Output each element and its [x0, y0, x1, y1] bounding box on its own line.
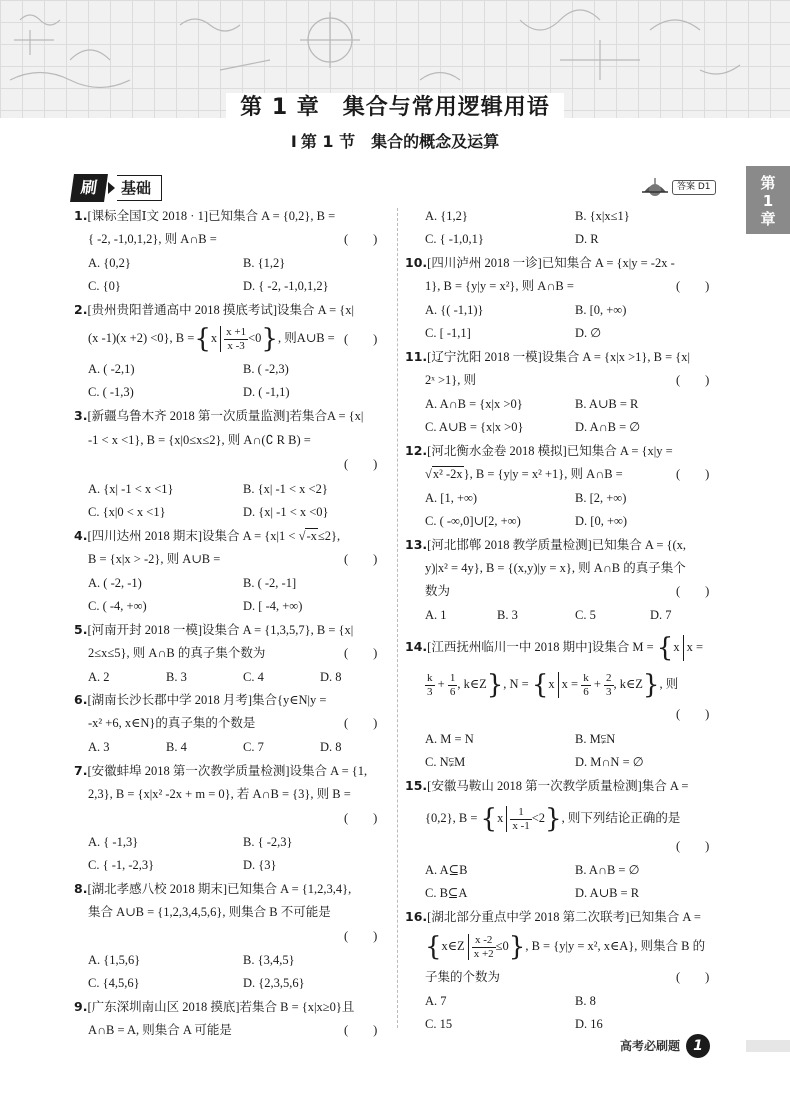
option: C. { -1,0,1} [425, 232, 484, 246]
question-15-line2: {0,2}, B = {x $\frac{1}{x -1}$ <2}, 则下列结论正确的是 [425, 804, 681, 834]
option: B. 8 [575, 994, 596, 1008]
footer-text: 高考必刷题 [620, 1039, 681, 1053]
answer-paren: ( ) [344, 552, 378, 566]
option: A. {1,2} [425, 209, 468, 223]
chapter-title: 第 1 章 集合与常用逻辑用语 [0, 97, 790, 119]
page-footer [620, 1034, 710, 1058]
option: A. [1, +∞) [425, 491, 478, 505]
option: D. 16 [575, 1017, 603, 1031]
question-10: 10.[四川泸州 2018 一诊]已知集合 A = {x|y = -2x - [405, 255, 675, 270]
option: C. {x|0 < x <1} [88, 505, 166, 519]
footer-bar [746, 1040, 790, 1052]
option: C. { -1, -2,3} [88, 858, 155, 872]
option: C. 15 [425, 1017, 453, 1031]
option: B. A∪B = R [575, 397, 639, 411]
option: C. 7 [243, 740, 264, 754]
question-4-line2: B = {x|x > -2}, 则 A∪B = [88, 552, 221, 566]
option: D. [0, +∞) [575, 514, 628, 528]
option: D. A∩B = ∅ [575, 420, 641, 434]
question-3: 3.[新疆乌鲁木齐 2018 第一次质量监测]若集合A = {x| [74, 408, 364, 423]
section-badge [72, 174, 162, 202]
brush-badge: 刷 [70, 174, 108, 202]
question-14: 14.[江西抚州临川一中 2018 期中]设集合 M = {x x = [405, 633, 704, 663]
answer-paren: ( ) [344, 811, 378, 825]
option: B. {3,4,5} [243, 953, 295, 967]
option: A. 3 [88, 740, 110, 754]
question-7-line2: 2,3}, B = {x|x² -2x + m = 0}, 若 A∩B = {3}, 则 B = [88, 787, 351, 801]
option: C. {4,5,6} [88, 976, 140, 990]
question-8: 8.[湖北孝感八校 2018 期末]已知集合 A = {1,2,3,4}, [74, 881, 352, 896]
option: D. {2,3,5,6} [243, 976, 305, 990]
option: A. A∩B = {x|x >0} [425, 397, 523, 411]
option: B. 4 [166, 740, 187, 754]
option: C. B⊆A [425, 886, 468, 900]
question-16-line3: 子集的个数为 [425, 970, 501, 984]
option: A. ( -2,1) [88, 362, 135, 376]
answer-tag: 答案 D1 [640, 176, 716, 198]
answer-paren: ( ) [344, 646, 378, 660]
option: A. 2 [88, 670, 110, 684]
answer-paren: ( ) [676, 707, 710, 721]
mascot-icon [640, 176, 670, 198]
option: A. { -1,3} [88, 835, 139, 849]
question-1-line2: { -2, -1,0,1,2}, 则 A∩B = [88, 232, 217, 246]
option: B. [2, +∞) [575, 491, 627, 505]
option: A. {1,5,6} [88, 953, 141, 967]
question-13: 13.[河北邯郸 2018 教学质量检测]已知集合 A = {(x, [405, 537, 687, 552]
question-11-line2: 2ˣ >1}, 则 [425, 373, 477, 387]
option: D. 7 [650, 608, 672, 622]
answer-paren: ( ) [344, 332, 378, 346]
question-5: 5.[河南开封 2018 一模]设集合 A = {1,3,5,7}, B = {x| [74, 622, 354, 637]
option: A. ( -2, -1) [88, 576, 142, 590]
option: D. ( -1,1) [243, 385, 290, 399]
option: B. ( -2,3) [243, 362, 289, 376]
section-bracket-icon: I [290, 132, 297, 151]
question-13-line3: 数为 [425, 584, 451, 598]
question-16: 16.[湖北部分重点中学 2018 第二次联考]已知集合 A = [405, 909, 701, 924]
answer-paren: ( ) [344, 716, 378, 730]
question-5-line2: 2≤x≤5}, 则 A∩B 的真子集个数为 [88, 646, 266, 660]
question-3-line2: -1 < x <1}, B = {x|0≤x≤2}, 则 A∩(∁ R B) = [88, 433, 311, 447]
option: B. 3 [497, 608, 518, 622]
question-10-line2: 1}, B = {y|y = x²}, 则 A∩B = [425, 279, 574, 293]
option: D. { -2, -1,0,1,2} [243, 279, 329, 293]
answer-paren: ( ) [344, 232, 378, 246]
question-2: 2.[贵州贵阳普通高中 2018 摸底考试]设集合 A = {x| [74, 302, 355, 317]
answer-paren: ( ) [676, 970, 710, 984]
option: B. { -2,3} [243, 835, 293, 849]
question-16-line2: {x∈Z $\frac{x -2}{x +2}$ ≤0}, B = {y|y = x², x∈A}, 则集合 B 的 [425, 932, 706, 962]
option: A. 1 [425, 608, 447, 622]
question-6: 6.[湖南长沙长郡中学 2018 月考]集合{y∈N|y = [74, 692, 327, 707]
option: B. M⫋N [575, 732, 616, 746]
page-number: 1 [686, 1034, 710, 1058]
question-7: 7.[安徽蚌埠 2018 第一次教学质量检测]设集合 A = {1, [74, 763, 368, 778]
answer-paren: ( ) [676, 279, 710, 293]
section-title: I 第 1 节 集合的概念及运算 [290, 132, 500, 151]
option: D. 8 [320, 670, 342, 684]
question-1: 1.[课标全国Ⅰ文 2018 · 1]已知集合 A = {0,2}, B = [74, 208, 336, 223]
option: C. N⫋M [425, 755, 466, 769]
question-2-line2: (x -1)(x +2) <0}, B ={x $\frac{x +1}{x -3}$ <0}, 则A∪B = [88, 324, 335, 354]
column-divider [397, 208, 398, 1028]
option: D. ∅ [575, 326, 602, 340]
option: A. {x| -1 < x <1} [88, 482, 174, 496]
option: B. {x| -1 < x <2} [243, 482, 328, 496]
option: A. A⊆B [425, 863, 468, 877]
option: B. ( -2, -1] [243, 576, 297, 590]
option: B. 3 [166, 670, 187, 684]
option: B. {x|x≤1} [575, 209, 630, 223]
question-15: 15.[安徽马鞍山 2018 第一次教学质量检测]集合 A = [405, 778, 689, 793]
answer-paren: ( ) [344, 1023, 378, 1037]
option: C. 5 [575, 608, 596, 622]
question-13-line2: y)|x² = 4y}, B = {(x,y)|y = x}, 则 A∩B 的真子集个 [425, 561, 686, 575]
option: C. A∪B = {x|x >0} [425, 420, 524, 434]
question-9-line2: A∩B = A, 则集合 A 可能是 [88, 1023, 232, 1037]
option: C. {0} [88, 279, 121, 293]
option: C. ( -∞,0]∪[2, +∞) [425, 514, 521, 528]
option: B. [0, +∞) [575, 303, 627, 317]
answer-paren: ( ) [344, 929, 378, 943]
option: B. A∩B = ∅ [575, 863, 640, 877]
answer-paren: ( ) [344, 457, 378, 471]
question-8-line2: 集合 A∪B = {1,2,3,4,5,6}, 则集合 B 不可能是 [88, 905, 331, 919]
option: D. 8 [320, 740, 342, 754]
option: D. [ -4, +∞) [243, 599, 303, 613]
option: B. {1,2} [243, 256, 286, 270]
question-9: 9.[广东深圳南山区 2018 摸底]若集合 B = {x|x≥0}且 [74, 999, 355, 1014]
option: A. 7 [425, 994, 447, 1008]
answer-paren: ( ) [676, 467, 710, 481]
option: D. A∪B = R [575, 886, 640, 900]
option: C. ( -4, +∞) [88, 599, 147, 613]
option: A. {( -1,1)} [425, 303, 484, 317]
question-14-line2: $\frac{k}{3}$ + $\frac{1}{6}$ , k∈Z}, N = {x x = $\frac{k}{6}$ + $\frac{2}{3}$ , k∈Z}, 则 [427, 670, 679, 700]
option: A. {0,2} [88, 256, 131, 270]
chapter-side-tab: 第 1 章 [746, 166, 790, 234]
option: D. {x| -1 < x <0} [243, 505, 329, 519]
question-12-line2: √x² -2x}, B = {y|y = x² +1}, 则 A∩B = [425, 467, 623, 481]
option: D. M∩N = ∅ [575, 755, 644, 769]
question-12: 12.[河北衡水金卷 2018 模拟]已知集合 A = {x|y = [405, 443, 673, 458]
question-11: 11.[辽宁沈阳 2018 一模]设集合 A = {x|x >1}, B = {x| [405, 349, 691, 364]
option: A. M = N [425, 732, 474, 746]
option: C. [ -1,1] [425, 326, 471, 340]
option: C. ( -1,3) [88, 385, 134, 399]
answer-paren: ( ) [676, 373, 710, 387]
answer-paren: ( ) [676, 839, 710, 853]
option: D. {3} [243, 858, 277, 872]
option: C. 4 [243, 670, 264, 684]
badge-label: 基础 [117, 175, 162, 201]
question-4: 4.[四川达州 2018 期末]设集合 A = {x|1 < √-x≤2}, [74, 528, 341, 543]
option: D. R [575, 232, 599, 246]
answer-paren: ( ) [676, 584, 710, 598]
question-6-line2: -x² +6, x∈N}的真子集的个数是 [88, 716, 256, 730]
triangle-icon [108, 182, 115, 194]
